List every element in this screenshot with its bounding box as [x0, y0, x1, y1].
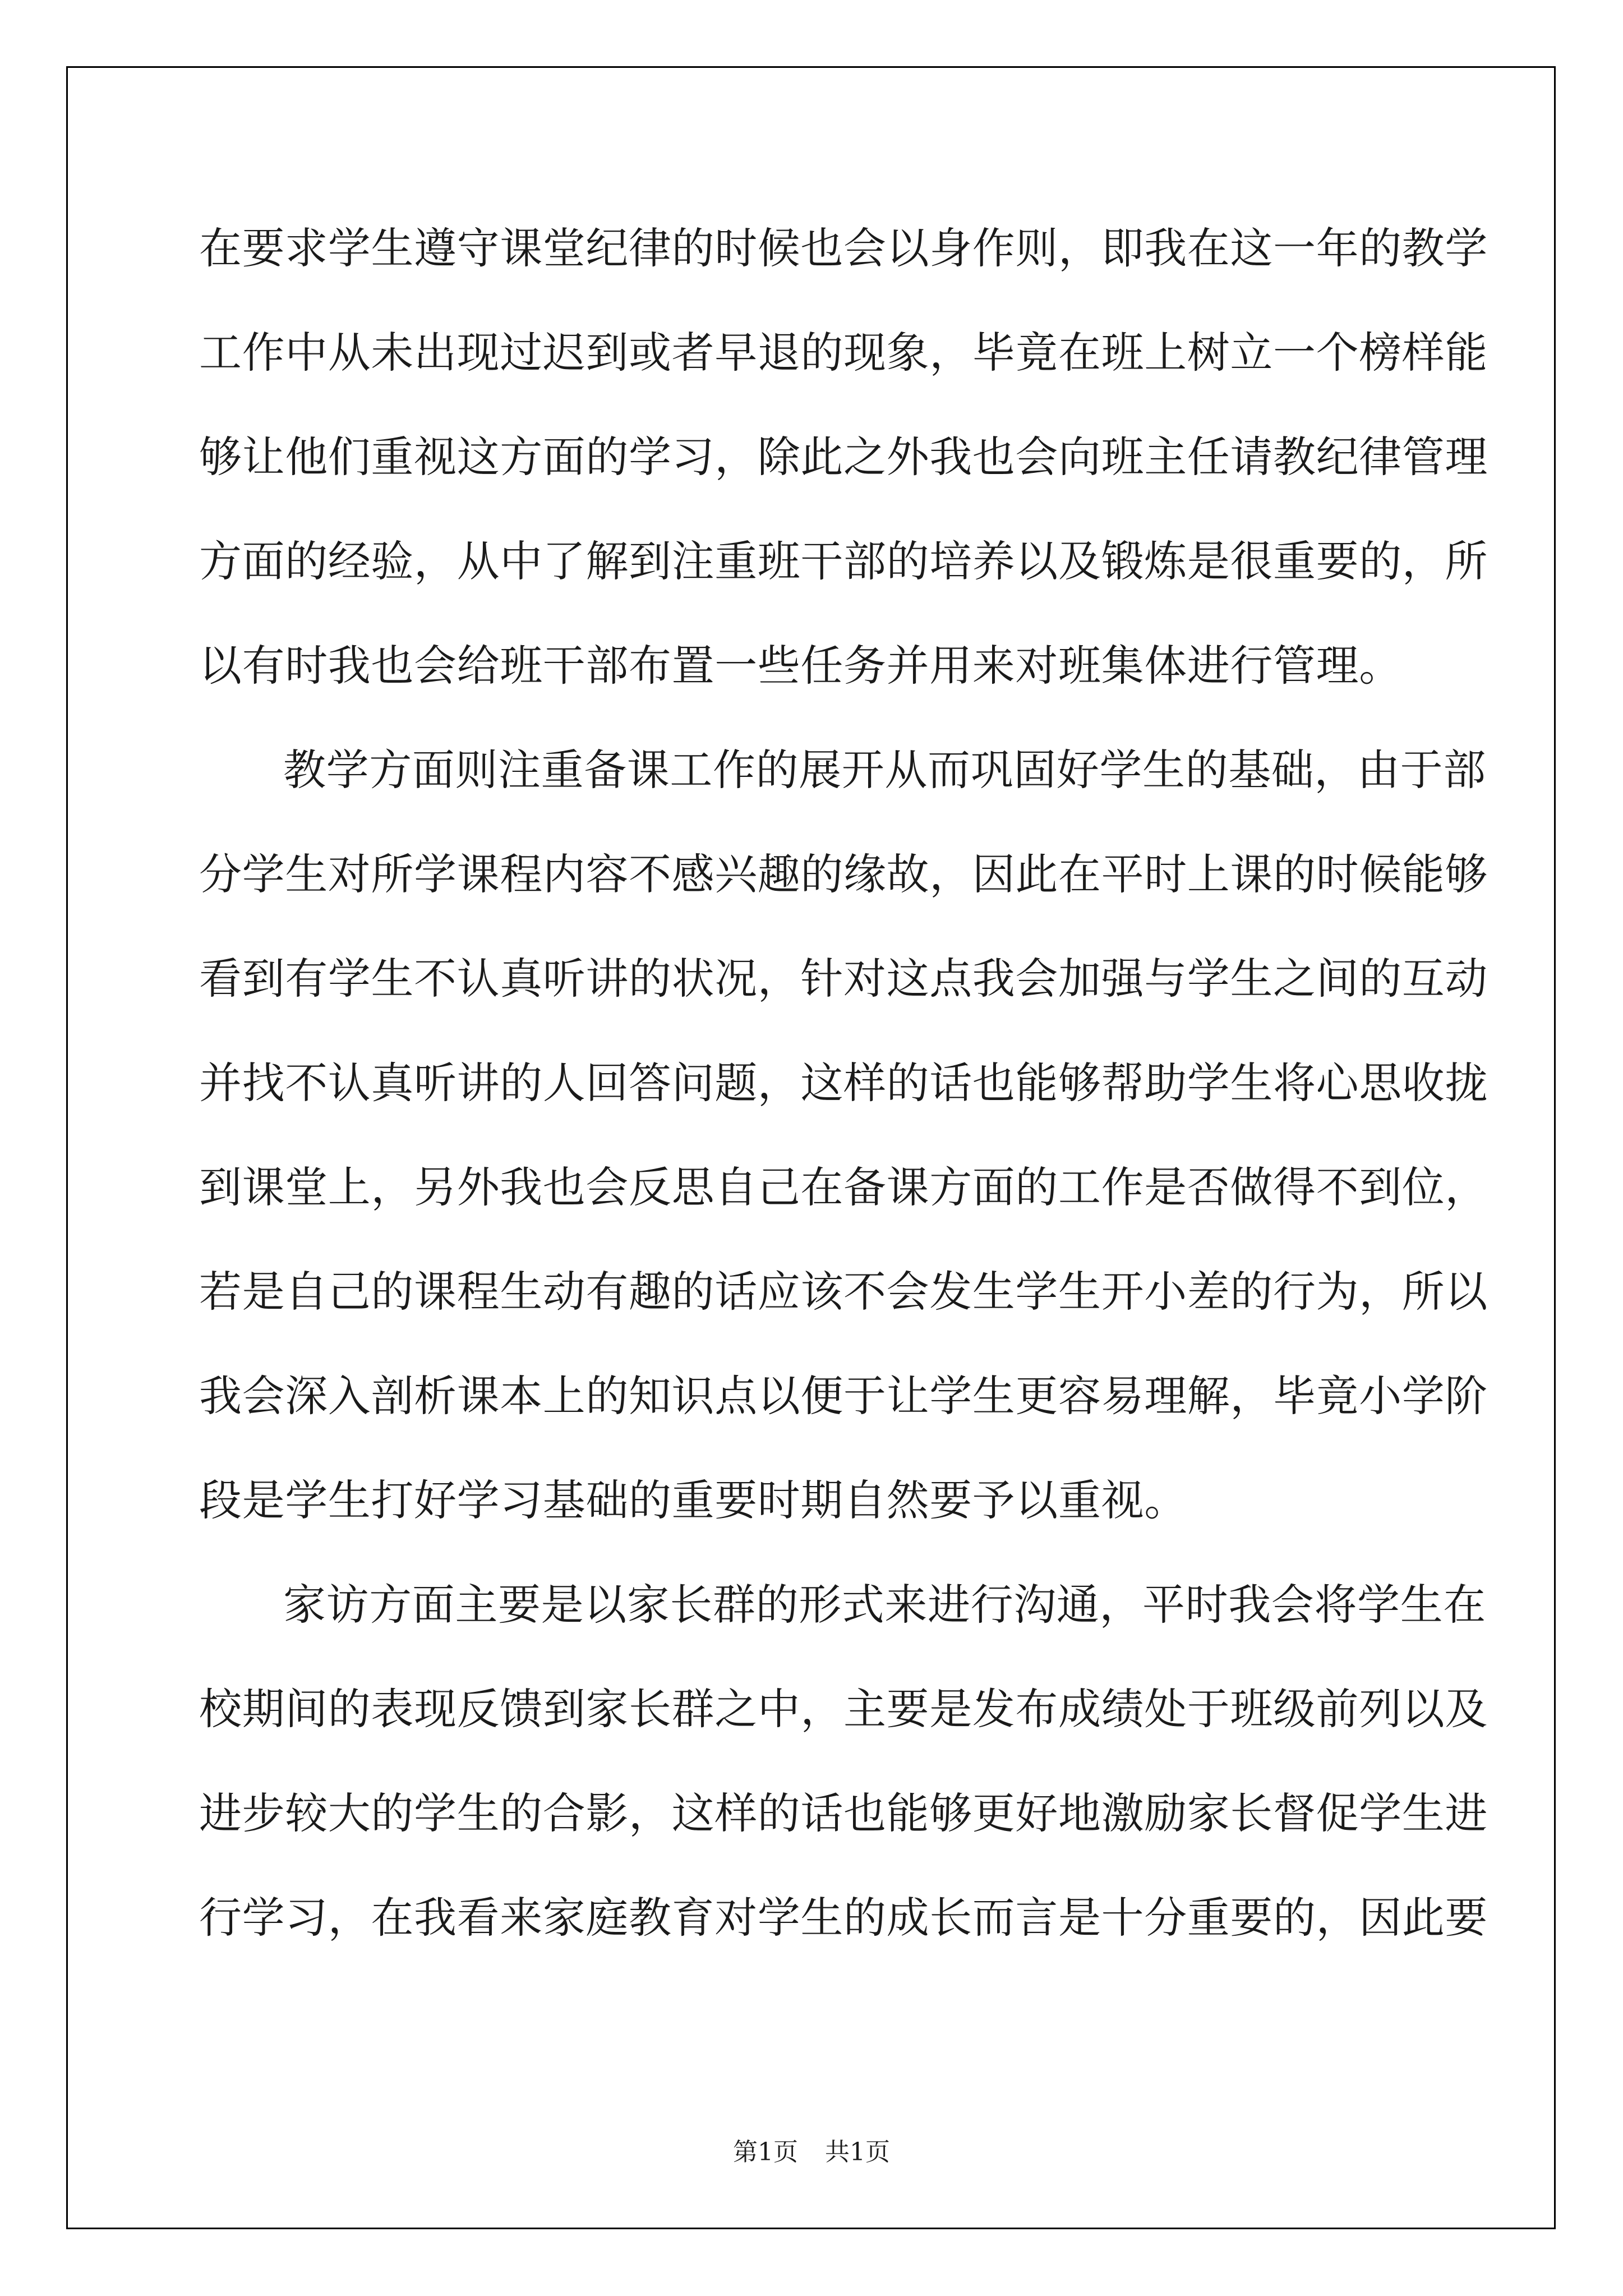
text-line: 我会深入剖析课本上的知识点以便于让学生更容易理解，毕竟小学阶: [199, 1371, 1488, 1421]
text-line: 到课堂上，另外我也会反思自己在备课方面的工作是否做得不到位，: [199, 1162, 1488, 1212]
paragraph-first-line: 教学方面则注重备课工作的展开从而巩固好学生的基础，由于部: [283, 745, 1486, 795]
document-body: [199, 196, 1488, 1970]
text-line: 进步较大的学生的合影，这样的话也能够更好地激励家长督促学生进: [199, 1788, 1488, 1838]
text-line: 看到有学生不认真听讲的状况，针对这点我会加强与学生之间的互动: [199, 954, 1488, 1004]
page-footer: [0, 2132, 1623, 2168]
page-number-current: 第1页: [733, 2138, 798, 2166]
text-line: 在要求学生遵守课堂纪律的时候也会以身作则，即我在这一年的教学: [199, 223, 1488, 273]
page-number-total: 共1页: [825, 2138, 890, 2166]
text-line: 工作中从未出现过迟到或者早退的现象，毕竟在班上树立一个榜样能: [199, 328, 1488, 378]
text-line: 行学习，在我看来家庭教育对学生的成长而言是十分重要的，因此要: [199, 1893, 1488, 1943]
text-line: 校期间的表现反馈到家长群之中，主要是发布成绩处于班级前列以及: [199, 1684, 1488, 1734]
text-line: 分学生对所学课程内容不感兴趣的缘故，因此在平时上课的时候能够: [199, 849, 1488, 899]
text-line: 以有时我也会给班干部布置一些任务并用来对班集体进行管理。: [199, 641, 1402, 691]
text-line: 够让他们重视这方面的学习，除此之外我也会向班主任请教纪律管理: [199, 432, 1488, 482]
text-line: 段是学生打好学习基础的重要时期自然要予以重视。: [199, 1475, 1187, 1525]
text-line: 方面的经验，从中了解到注重班干部的培养以及锻炼是很重要的，所: [199, 536, 1488, 586]
text-line: 并找不认真听讲的人回答问题，这样的话也能够帮助学生将心思收拢: [199, 1058, 1488, 1108]
paragraph-first-line: 家访方面主要是以家长群的形式来进行沟通，平时我会将学生在: [283, 1580, 1486, 1630]
text-line: 若是自己的课程生动有趣的话应该不会发生学生开小差的行为，所以: [199, 1267, 1488, 1317]
